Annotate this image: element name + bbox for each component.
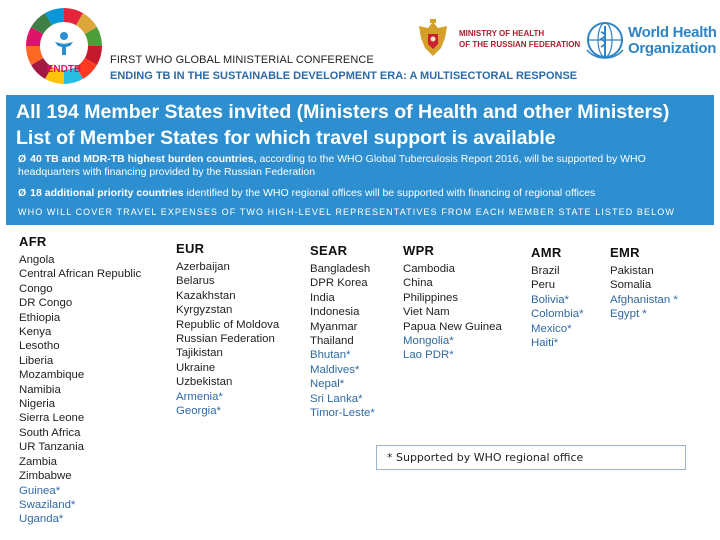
supported-country-item: Swaziland* xyxy=(19,498,76,511)
supported-country-item: Armenia* xyxy=(176,390,223,403)
country-item: Republic of Moldova xyxy=(176,318,280,331)
country-item: Kenya xyxy=(19,326,52,339)
supported-country-item: Georgia* xyxy=(176,405,221,418)
country-item: Viet Nam xyxy=(403,306,450,319)
supported-country-item: Bolivia* xyxy=(531,293,569,306)
supported-country-item: Maldives* xyxy=(310,363,360,376)
country-item: DPR Korea xyxy=(310,277,368,290)
supported-country-item: Guinea* xyxy=(19,484,61,497)
country-item: Belarus xyxy=(176,275,215,288)
country-item: Tajikistan xyxy=(176,347,223,360)
bullet-high-burden: Ø 40 TB and MDR-TB highest burden countries, according to the WHO Global Tuberculosis Report 2016, will be supported by WHO headquarters with financing provided by the Russian Federation xyxy=(18,153,646,178)
region-wpr xyxy=(403,243,523,363)
conference-subtitle: ENDING TB IN THE SUSTAINABLE DEVELOPMENT ERA: A MULTISECTORAL RESPONSE xyxy=(110,70,578,82)
country-item: Somalia xyxy=(610,279,652,292)
country-list xyxy=(531,264,601,350)
country-item: Nigeria xyxy=(19,398,56,411)
header xyxy=(0,0,720,92)
region-heading: EMR xyxy=(610,245,640,260)
country-item: Ethiopia xyxy=(19,311,61,324)
country-item: Azerbaijan xyxy=(176,261,230,273)
country-item: Namibia xyxy=(19,383,61,396)
supported-country-item: Sri Lanka* xyxy=(310,392,363,405)
country-item: China xyxy=(403,277,433,290)
country-item: Brazil xyxy=(531,265,560,277)
country-item: UR Tanzania xyxy=(19,441,85,454)
conference-title: FIRST WHO GLOBAL MINISTERIAL CONFERENCE xyxy=(110,54,374,66)
country-item: Central African Republic xyxy=(19,268,142,281)
supported-country-item: Egypt * xyxy=(610,308,647,321)
country-list xyxy=(310,262,400,420)
arrow-bullet-icon: Ø xyxy=(18,187,27,199)
country-item: Ukraine xyxy=(176,361,216,374)
supported-country-item: Mongolia* xyxy=(403,335,454,348)
info-banner xyxy=(6,95,714,225)
endtb-logo xyxy=(24,6,104,86)
country-list xyxy=(19,253,159,527)
country-item: Papua New Guinea xyxy=(403,320,502,333)
svg-text:ENDTB: ENDTB xyxy=(46,64,82,75)
country-list xyxy=(610,264,710,322)
region-sear xyxy=(310,243,400,420)
bullet-priority: Ø 18 additional priority countries identified by the WHO regional offices will be supported with financing of regional offices xyxy=(18,187,596,199)
country-item: Pakistan xyxy=(610,265,654,277)
arrow-bullet-icon: Ø xyxy=(18,153,27,165)
country-item: Mozambique xyxy=(19,369,85,382)
country-item: Congo xyxy=(19,282,53,295)
country-list xyxy=(176,260,306,418)
country-item: Kyrgyzstan xyxy=(176,304,233,317)
russian-coat-of-arms-icon xyxy=(414,18,452,62)
supported-country-item: Uganda* xyxy=(19,513,64,526)
country-item: Lesotho xyxy=(19,340,60,353)
country-item: India xyxy=(310,291,335,304)
region-emr xyxy=(610,245,710,322)
region-heading: AFR xyxy=(19,234,47,249)
supported-country-item: Bhutan* xyxy=(310,349,351,362)
who-emblem-icon xyxy=(584,20,626,60)
region-heading: EUR xyxy=(176,241,205,256)
region-amr xyxy=(531,245,601,350)
supported-country-item: Mexico* xyxy=(531,322,572,335)
country-item: Angola xyxy=(19,254,55,266)
region-afr xyxy=(19,234,159,527)
country-item: South Africa xyxy=(19,426,81,439)
country-item: Peru xyxy=(531,279,556,292)
supported-country-item: Colombia* xyxy=(531,308,584,321)
country-item: Thailand xyxy=(310,335,354,348)
country-item: Zimbabwe xyxy=(19,470,72,483)
country-item: Bangladesh xyxy=(310,263,371,275)
country-list xyxy=(403,262,523,363)
ministry-name: MINISTRY OF HEALTH OF THE RUSSIAN FEDERATION xyxy=(459,29,581,49)
supported-country-item: Timor-Leste* xyxy=(310,407,375,420)
country-item: Zambia xyxy=(19,455,57,468)
country-item: Philippines xyxy=(403,291,459,304)
region-heading: WPR xyxy=(403,243,435,258)
supported-country-item: Lao PDR* xyxy=(403,349,454,362)
supported-country-item: Nepal* xyxy=(310,378,345,391)
region-heading: AMR xyxy=(531,245,562,260)
country-item: DR Congo xyxy=(19,297,73,310)
banner-title: All 194 Member States invited (Ministers of Health and other Ministers) List of Member States for which travel support is available xyxy=(16,101,670,149)
country-item: Russian Federation xyxy=(176,333,275,346)
country-item: Myanmar xyxy=(310,320,358,333)
country-item: Liberia xyxy=(19,354,54,367)
country-item: Indonesia xyxy=(310,306,360,319)
supported-country-item: Haiti* xyxy=(531,337,559,350)
country-item: Cambodia xyxy=(403,263,455,275)
region-heading: SEAR xyxy=(310,243,348,258)
travel-expenses-note: WHO WILL COVER TRAVEL EXPENSES OF TWO HIGH-LEVEL REPRESENTATIVES FROM EACH MEMBER STATE LISTED BELOW xyxy=(18,207,675,217)
legend-note: * Supported by WHO regional office xyxy=(376,445,686,470)
country-item: Kazakhstan xyxy=(176,289,236,302)
country-item: Sierra Leone xyxy=(19,412,85,425)
supported-country-item: Afghanistan * xyxy=(610,293,678,306)
region-eur xyxy=(176,241,306,418)
who-wordmark: World Health Organization xyxy=(628,24,717,57)
country-item: Uzbekistan xyxy=(176,376,233,389)
